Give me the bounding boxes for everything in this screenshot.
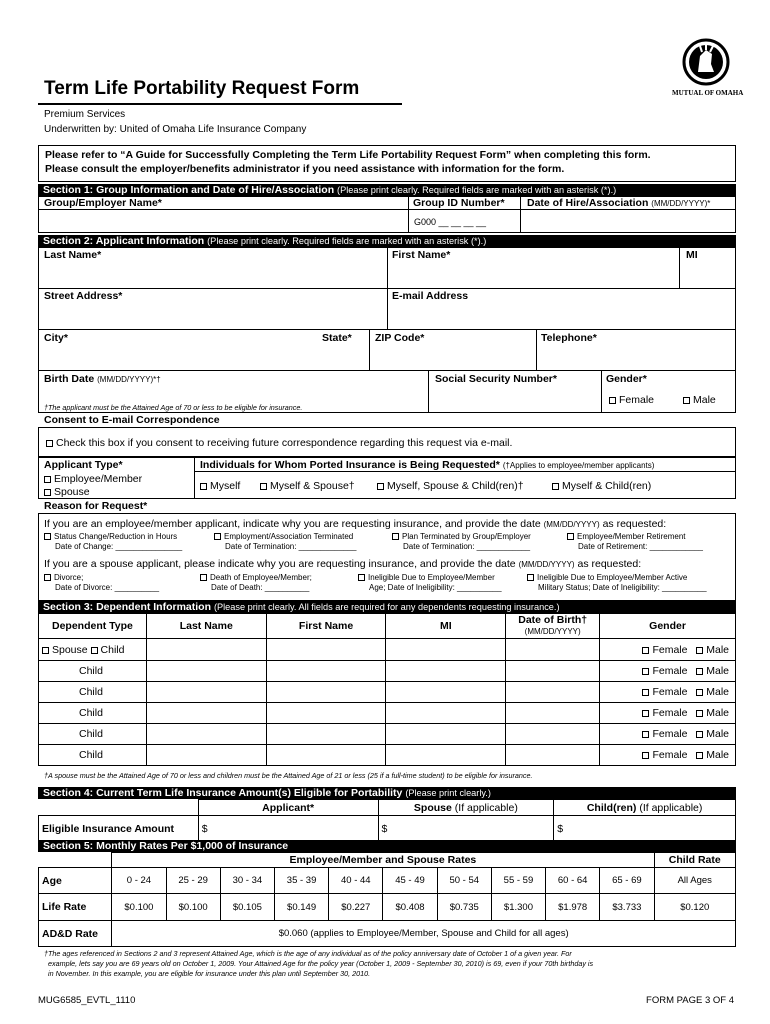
reason-title: Reason for Request* bbox=[44, 500, 148, 512]
attained-age-note-1: †The ages referenced in Sections 2 and 3 represent Attained Age, which is the age of any individual as of the policy anniversary date of October 1 of a given year. For bbox=[44, 949, 572, 958]
dep-type-child: Child bbox=[39, 745, 147, 766]
add-rate-label: AD&D Rate bbox=[39, 921, 112, 947]
form-title: Term Life Portability Request Form bbox=[44, 78, 360, 99]
male-checkbox[interactable] bbox=[696, 710, 703, 717]
dep-gender[interactable]: Female Male bbox=[600, 745, 736, 766]
age-band: 30 - 34 bbox=[220, 868, 274, 894]
birth-label: Birth Date (MM/DD/YYYY)*† bbox=[44, 373, 161, 385]
col-mi: MI bbox=[386, 614, 506, 639]
dependent-row bbox=[39, 724, 736, 745]
col-first-name: First Name bbox=[266, 614, 386, 639]
dependent-row bbox=[39, 745, 736, 766]
death-checkbox[interactable] bbox=[200, 574, 207, 581]
employee-checkbox[interactable] bbox=[44, 476, 51, 483]
col-dob: Date of Birth† (MM/DD/YYYY) bbox=[506, 614, 600, 639]
dep-first[interactable] bbox=[266, 682, 386, 703]
state-label: State* bbox=[322, 332, 352, 344]
section-2-header: Section 2: Applicant Information (Please print clearly. Required fields are marked with an asterisk (*).) bbox=[38, 235, 736, 247]
dep-first[interactable] bbox=[266, 639, 386, 661]
notice-box bbox=[38, 145, 736, 182]
age-band: 50 - 54 bbox=[437, 868, 491, 894]
female-checkbox[interactable] bbox=[609, 397, 616, 404]
reason-ineligible-age[interactable]: Ineligible Due to Employee/Member bbox=[358, 573, 495, 582]
opt-myself-checkbox[interactable] bbox=[200, 483, 207, 490]
dep-mi[interactable] bbox=[386, 724, 506, 745]
dependent-row bbox=[39, 682, 736, 703]
city-label: City* bbox=[44, 332, 68, 344]
ineligible-age-checkbox[interactable] bbox=[358, 574, 365, 581]
title-rule bbox=[38, 103, 402, 105]
dependent-row bbox=[39, 703, 736, 724]
consent-option[interactable]: Check this box if you consent to receiving future correspondence regarding this request via e-mail. bbox=[46, 437, 512, 449]
applicant-type-label: Applicant Type* bbox=[44, 459, 123, 471]
reason-status-change-date[interactable]: Date of Change: _______________ bbox=[55, 542, 183, 551]
insurance-amount-table bbox=[38, 799, 736, 843]
spouse-checkbox[interactable] bbox=[44, 489, 51, 496]
opt-myself[interactable]: Myself bbox=[200, 480, 240, 492]
female-option[interactable]: Female bbox=[609, 394, 654, 406]
dep-mi[interactable] bbox=[386, 639, 506, 661]
dep-dob[interactable] bbox=[506, 703, 600, 724]
female-checkbox[interactable] bbox=[642, 752, 649, 759]
life-rate: $0.735 bbox=[437, 894, 491, 921]
group-name-label: Group/Employer Name* bbox=[44, 197, 162, 209]
life-rate-row bbox=[39, 894, 736, 921]
company-logo bbox=[672, 38, 744, 100]
life-rate: $0.105 bbox=[220, 894, 274, 921]
spouse-amount-field[interactable]: $ bbox=[378, 816, 554, 843]
female-checkbox[interactable] bbox=[642, 731, 649, 738]
mi-label: MI bbox=[686, 249, 698, 261]
reason-ineligible-military-date[interactable]: Military Status; Date of Ineligibility: __________ bbox=[538, 583, 707, 592]
reason-plan-terminated[interactable]: Plan Terminated by Group/Employer bbox=[392, 532, 531, 541]
dep-dob[interactable] bbox=[506, 745, 600, 766]
dep-dob[interactable] bbox=[506, 682, 600, 703]
life-rate: $0.408 bbox=[383, 894, 437, 921]
group-id-label: Group ID Number* bbox=[413, 197, 505, 209]
dep-first[interactable] bbox=[266, 661, 386, 682]
dep-first[interactable] bbox=[266, 745, 386, 766]
female-checkbox[interactable] bbox=[642, 668, 649, 675]
male-checkbox[interactable] bbox=[696, 647, 703, 654]
opt-myself-children[interactable]: Myself & Child(ren) bbox=[552, 480, 651, 492]
life-rate: $3.733 bbox=[600, 894, 654, 921]
child-rate-header: Child Rate bbox=[654, 853, 736, 868]
group-id-field[interactable]: G000 __ __ __ __ bbox=[414, 217, 487, 227]
notice-line-1: Please refer to “A Guide for Successfully Completing the Term Life Portability Request Form” when completing this form. bbox=[45, 149, 651, 161]
reason-plan-terminated-date[interactable]: Date of Termination: ____________ bbox=[403, 542, 531, 551]
retirement-checkbox[interactable] bbox=[567, 533, 574, 540]
dep-last[interactable] bbox=[146, 745, 266, 766]
all-ages: All Ages bbox=[654, 868, 736, 894]
hire-date-label: Date of Hire/Association (MM/DD/YYYY)* bbox=[527, 197, 711, 209]
dep-dob[interactable] bbox=[506, 724, 600, 745]
male-option[interactable]: Male bbox=[683, 394, 716, 406]
employee-reason-question: If you are an employee/member applicant, indicate why you are requesting insurance, and provide the date (MM/DD/YYYY) as requested: bbox=[44, 518, 667, 530]
dep-mi[interactable] bbox=[386, 682, 506, 703]
ineligible-military-checkbox[interactable] bbox=[527, 574, 534, 581]
age-band: 35 - 39 bbox=[274, 868, 328, 894]
page-number: FORM PAGE 3 OF 4 bbox=[646, 995, 734, 1006]
life-rate: $0.227 bbox=[329, 894, 383, 921]
logo-wordmark: MUTUAL OF OMAHA bbox=[672, 89, 744, 97]
age-band: 0 - 24 bbox=[112, 868, 166, 894]
male-checkbox[interactable] bbox=[696, 752, 703, 759]
life-rate: $1.978 bbox=[546, 894, 600, 921]
reason-terminated-date[interactable]: Date of Termination: _____________ bbox=[225, 542, 357, 551]
age-band: 65 - 69 bbox=[600, 868, 654, 894]
dep-first[interactable] bbox=[266, 703, 386, 724]
age-label: Age bbox=[39, 868, 112, 894]
premium-services: Premium Services bbox=[44, 109, 126, 120]
consent-title: Consent to E-mail Correspondence bbox=[44, 414, 220, 426]
life-rate: $0.100 bbox=[166, 894, 220, 921]
street-label: Street Address* bbox=[44, 290, 123, 302]
group-name-field[interactable] bbox=[39, 210, 407, 232]
col-gender: Gender bbox=[600, 614, 736, 639]
dep-dob[interactable] bbox=[506, 661, 600, 682]
age-band: 45 - 49 bbox=[383, 868, 437, 894]
first-name-label: First Name* bbox=[392, 249, 451, 261]
male-checkbox[interactable] bbox=[696, 668, 703, 675]
spouse-option[interactable]: Spouse bbox=[44, 486, 90, 498]
applicant-amount-field[interactable]: $ bbox=[198, 816, 378, 843]
male-checkbox[interactable] bbox=[696, 731, 703, 738]
child-life-rate: $0.120 bbox=[654, 894, 736, 921]
opt-myself-children-checkbox[interactable] bbox=[552, 483, 559, 490]
male-checkbox[interactable] bbox=[696, 689, 703, 696]
female-checkbox[interactable] bbox=[642, 647, 649, 654]
reason-divorce[interactable]: Divorce; bbox=[44, 573, 83, 582]
age-row bbox=[39, 868, 736, 894]
email-label: E-mail Address bbox=[392, 290, 469, 302]
male-checkbox[interactable] bbox=[683, 397, 690, 404]
col-dependent-type: Dependent Type bbox=[39, 614, 147, 639]
zip-label: ZIP Code* bbox=[375, 332, 425, 344]
dep-gender[interactable]: Female Male bbox=[600, 703, 736, 724]
dependent-row bbox=[39, 661, 736, 682]
life-rate: $0.100 bbox=[112, 894, 166, 921]
amount-corner bbox=[39, 800, 199, 816]
child-checkbox[interactable] bbox=[91, 647, 98, 654]
plan-terminated-checkbox[interactable] bbox=[392, 533, 399, 540]
divorce-checkbox[interactable] bbox=[44, 574, 51, 581]
dep-last[interactable] bbox=[146, 639, 266, 661]
individuals-label: Individuals for Whom Ported Insurance is Being Requested* (†Applies to employee/member applicants) bbox=[200, 459, 655, 471]
notice-line-2: Please consult the employer/benefits administrator if you need assistance with information for the form. bbox=[45, 163, 565, 175]
age-band: 60 - 64 bbox=[546, 868, 600, 894]
dep-type-child: Child bbox=[39, 661, 147, 682]
dep-gender[interactable]: Female Male bbox=[600, 724, 736, 745]
dep-first[interactable] bbox=[266, 724, 386, 745]
reason-status-change[interactable]: Status Change/Reduction in Hours bbox=[44, 532, 177, 541]
form-code: MUG6585_EVTL_1110 bbox=[38, 995, 136, 1006]
dep-gender[interactable]: Female Male bbox=[600, 682, 736, 703]
dependent-table bbox=[38, 613, 736, 766]
age-band: 25 - 29 bbox=[166, 868, 220, 894]
dep-mi[interactable] bbox=[386, 745, 506, 766]
dependent-row bbox=[39, 639, 736, 661]
dep-type-child: Child bbox=[39, 724, 147, 745]
underwriter: Underwritten by: United of Omaha Life Insurance Company bbox=[44, 124, 307, 135]
dep-last[interactable] bbox=[146, 661, 266, 682]
col-last-name: Last Name bbox=[146, 614, 266, 639]
add-rate-text: $0.060 (applies to Employee/Member, Spouse and Child for all ages) bbox=[112, 921, 736, 947]
gender-label: Gender* bbox=[606, 373, 647, 385]
amount-col-spouse: Spouse (If applicable) bbox=[378, 800, 554, 816]
reason-death[interactable]: Death of Employee/Member; bbox=[200, 573, 312, 582]
emp-spouse-rates-header: Employee/Member and Spouse Rates bbox=[112, 853, 654, 868]
spouse-reason-question: If you are a spouse applicant, please indicate why you are requesting insurance, and provide the date (MM/DD/YYYY) as requested: bbox=[44, 558, 642, 570]
dependent-header-row bbox=[39, 614, 736, 639]
consent-checkbox[interactable] bbox=[46, 440, 53, 447]
opt-myself-spouse[interactable]: Myself & Spouse† bbox=[260, 480, 355, 492]
dep-type-child: Child bbox=[39, 703, 147, 724]
attained-age-note-2: example, lets say you are 69 years old on October 1, 2009. Your Attained Age for the policy year (October 1, 2009 - September 30, 2010) is 69, even if your 70th birthday is bbox=[48, 959, 594, 968]
employee-option[interactable]: Employee/Member bbox=[44, 473, 142, 485]
amount-col-children: Child(ren) (If applicable) bbox=[554, 800, 736, 816]
reason-terminated[interactable]: Employment/Association Terminated bbox=[214, 532, 353, 541]
dep-last[interactable] bbox=[146, 724, 266, 745]
life-rate-label: Life Rate bbox=[39, 894, 112, 921]
age-band: 55 - 59 bbox=[491, 868, 545, 894]
children-amount-field[interactable]: $ bbox=[554, 816, 736, 843]
reason-divorce-date[interactable]: Date of Divorce: __________ bbox=[55, 583, 160, 592]
applicant-age-note: †The applicant must be the Attained Age of 70 or less to be eligible for insurance. bbox=[44, 403, 303, 412]
add-rate-row bbox=[39, 921, 736, 947]
reason-death-date[interactable]: Date of Death: __________ bbox=[211, 583, 310, 592]
attained-age-note-3: in November. In this example, you are eligible for insurance under this plan until September 30, 2010. bbox=[48, 969, 371, 978]
dep-last[interactable] bbox=[146, 703, 266, 724]
section-1-header: Section 1: Group Information and Date of Hire/Association (Please print clearly. Required fields are marked with an asterisk (*).) bbox=[38, 184, 736, 196]
amount-col-applicant: Applicant* bbox=[198, 800, 378, 816]
section-3-header: Section 3: Dependent Information (Please print clearly. All fields are required for any dependents requesting insurance.) bbox=[38, 601, 736, 613]
phone-label: Telephone* bbox=[541, 332, 597, 344]
female-checkbox[interactable] bbox=[642, 689, 649, 696]
dep-mi[interactable] bbox=[386, 661, 506, 682]
eligible-amount-label: Eligible Insurance Amount bbox=[39, 816, 199, 843]
dep-dob[interactable] bbox=[506, 639, 600, 661]
dep-gender[interactable]: Female Male bbox=[600, 661, 736, 682]
dependent-type-spouse-child[interactable]: Spouse Child bbox=[39, 639, 147, 661]
last-name-label: Last Name* bbox=[44, 249, 102, 261]
dep-type-child: Child bbox=[39, 682, 147, 703]
opt-myself-spouse-checkbox[interactable] bbox=[260, 483, 267, 490]
life-rate: $0.149 bbox=[274, 894, 328, 921]
reason-retirement[interactable]: Employee/Member Retirement bbox=[567, 532, 685, 541]
spouse-checkbox[interactable] bbox=[42, 647, 49, 654]
section-5-header: Section 5: Monthly Rates Per $1,000 of Insurance bbox=[38, 840, 736, 852]
reason-ineligible-age-date[interactable]: Age; Date of Ineligibility: __________ bbox=[369, 583, 502, 592]
opt-myself-spouse-children-checkbox[interactable] bbox=[377, 483, 384, 490]
rates-corner bbox=[39, 853, 112, 868]
dep-last[interactable] bbox=[146, 682, 266, 703]
hire-date-field[interactable] bbox=[521, 210, 735, 232]
terminated-checkbox[interactable] bbox=[214, 533, 221, 540]
reason-ineligible-military[interactable]: Ineligible Due to Employee/Member Active bbox=[527, 573, 687, 582]
dep-mi[interactable] bbox=[386, 703, 506, 724]
section-4-header: Section 4: Current Term Life Insurance Amount(s) Eligible for Portability (Please print clearly.) bbox=[38, 787, 736, 799]
reason-retirement-date[interactable]: Date of Retirement: ____________ bbox=[578, 542, 703, 551]
age-band: 40 - 44 bbox=[329, 868, 383, 894]
status-change-checkbox[interactable] bbox=[44, 533, 51, 540]
dependent-age-note: †A spouse must be the Attained Age of 70 or less and children must be the Attained Age of 21 or less (25 if a full-time student) to be eligible for insurance. bbox=[44, 771, 533, 780]
opt-myself-spouse-children[interactable]: Myself, Spouse & Child(ren)† bbox=[377, 480, 524, 492]
female-checkbox[interactable] bbox=[642, 710, 649, 717]
rates-table bbox=[38, 852, 736, 947]
dep-gender[interactable]: Female Male bbox=[600, 639, 736, 661]
ssn-label: Social Security Number* bbox=[435, 373, 557, 385]
life-rate: $1.300 bbox=[491, 894, 545, 921]
